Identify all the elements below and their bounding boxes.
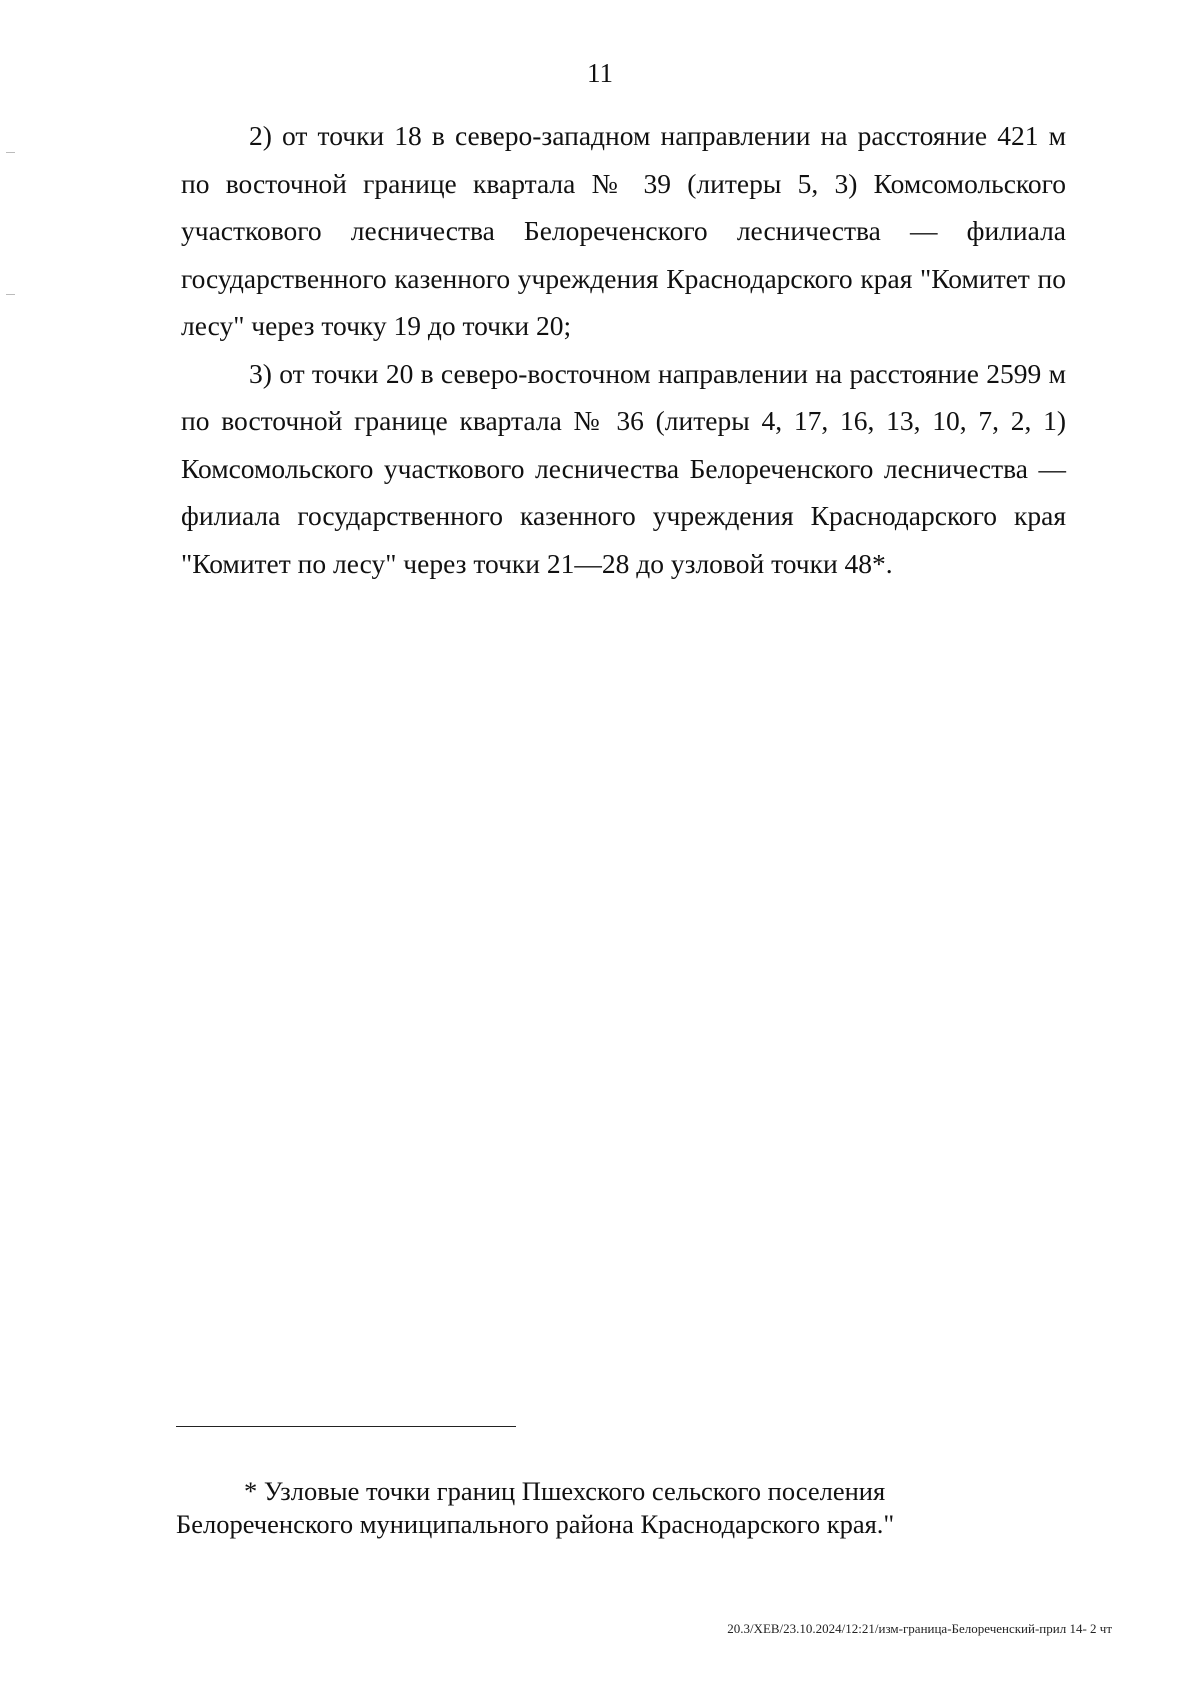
footer-stamp: 20.3/ХЕВ/23.10.2024/12:21/изм-граница-Белореченский-прил 14- 2 чт xyxy=(727,1621,1112,1636)
paragraph-2: 2) от точки 18 в северо-западном направлении на расстояние 421 м по восточной границе квартала № 39 (литеры 5, 3) Комсомольского участкового лесничества Белореченского лесничества — филиала государственного казенного учреждения Краснодарского края "Комитет по лесу" через точку 19 до точки 20; xyxy=(181,120,1066,341)
scan-edge-mark xyxy=(6,152,15,153)
page-number: 11 xyxy=(587,58,613,88)
footnote xyxy=(176,1475,1066,1541)
footnote-text: * Узловые точки границ Пшехского сельского поселения Белореченского муниципального района Краснодарского края." xyxy=(176,1476,895,1539)
paragraph-3: 3) от точки 20 в северо-восточном направлении на расстояние 2599 м по восточной границе квартала № 36 (литеры 4, 17, 16, 13, 10, 7, 2, 1) Комсомольского участкового лесничества Белореченского лесничества — филиала государственного казенного учреждения Краснодарского края "Комитет по лесу" через точки 21—28 до узловой точки 48*. xyxy=(181,357,1066,579)
footnote-divider xyxy=(176,1426,516,1427)
body-text xyxy=(181,112,1066,587)
scan-edge-mark xyxy=(6,294,15,295)
